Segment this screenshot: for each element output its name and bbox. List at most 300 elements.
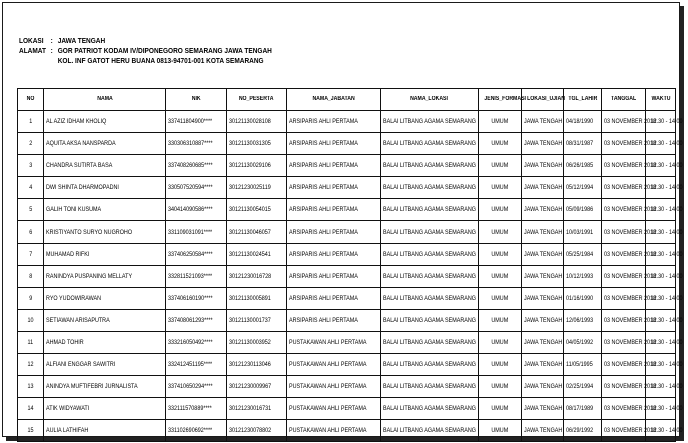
cell-tanggal (602, 243, 657, 265)
cell-text: JAWA TENGAH (524, 140, 563, 148)
cell-tanggal (602, 265, 657, 287)
cell-nama-lokasi (381, 287, 479, 309)
cell-tgl-lahir (564, 331, 602, 353)
column-header-label: NO (26, 96, 35, 102)
cell-text: JAWA TENGAH (524, 272, 563, 280)
cell-text: 340414090586**** (168, 206, 213, 214)
cell-text: 05/25/1984 (566, 250, 594, 258)
alamat-line-2: KOL. INF GATOT HERU BUANA 0813-94701-001 KOTA SEMARANG (57, 56, 264, 65)
cell-text: 03 NOVEMBER 2018 (604, 140, 657, 148)
cell-lokasi-ujian (522, 177, 564, 199)
table-row (18, 287, 676, 309)
table-row (18, 111, 676, 133)
cell-tgl-lahir (564, 199, 602, 221)
cell-text: UMUM (491, 361, 509, 369)
cell-text: 1 (28, 118, 33, 126)
column-header-waktu (646, 89, 676, 111)
cell-text: 332811521093**** (168, 272, 213, 280)
cell-nama-lokasi (381, 199, 479, 221)
cell-tanggal (602, 376, 657, 398)
cell-jenis-formasi (479, 243, 522, 265)
cell-jenis-formasi (479, 287, 522, 309)
cell-text: 7 (28, 250, 33, 258)
cell-tgl-lahir (564, 221, 602, 243)
cell-text: AL AZIZ IDHAM KHOLIQ (46, 118, 107, 126)
cell-text: PUSTAKAWAN AHLI PERTAMA (289, 338, 367, 346)
cell-text: ARSIPARIS AHLI PERTAMA (289, 206, 358, 214)
cell-jenis-formasi (479, 265, 522, 287)
cell-nik (166, 177, 227, 199)
cell-text: ARSIPARIS AHLI PERTAMA (289, 162, 358, 170)
cell-text: ARSIPARIS AHLI PERTAMA (289, 228, 358, 236)
cell-text: 05/09/1986 (566, 206, 594, 214)
cell-text: UMUM (491, 383, 509, 391)
cell-text: 05/12/1994 (566, 184, 594, 192)
cell-text: 30121230113046 (229, 361, 271, 369)
cell-text: 10/12/1993 (566, 272, 594, 280)
cell-nama (44, 309, 166, 331)
cell-text: 03 NOVEMBER 2018 (604, 250, 657, 258)
cell-tanggal (602, 221, 657, 243)
table-row (18, 398, 676, 420)
cell-nama-lokasi (381, 265, 479, 287)
cell-text: ATIK WIDYAWATI (46, 405, 90, 413)
table-body (18, 111, 683, 442)
cell-text: BALAI LITBANG AGAMA SEMARANG (383, 162, 477, 170)
cell-text: UMUM (491, 206, 509, 214)
cell-text: 30121130028108 (229, 118, 271, 126)
cell-no-peserta (227, 398, 287, 420)
cell-nama-lokasi (381, 243, 479, 265)
cell-tgl-lahir (564, 354, 602, 376)
cell-nama (44, 398, 166, 420)
cell-no-peserta (227, 111, 287, 133)
cell-text: 30121230009967 (229, 383, 272, 391)
cell-text: 30121130029106 (229, 162, 271, 170)
cell-lokasi-ujian (522, 287, 564, 309)
cell-tgl-lahir (564, 133, 602, 155)
cell-text: JAWA TENGAH (524, 316, 563, 324)
cell-text: 02/25/1994 (566, 383, 594, 391)
cell-text: BALAI LITBANG AGAMA SEMARANG (383, 272, 477, 280)
cell-jenis-formasi (479, 398, 522, 420)
cell-text: 12.30 - 14.00 (650, 228, 683, 236)
cell-no (18, 199, 44, 221)
cell-nama (44, 111, 166, 133)
cell-text: 14 (27, 405, 34, 413)
cell-nama (44, 243, 166, 265)
cell-text: JAWA TENGAH (524, 361, 563, 369)
cell-text: ARSIPARIS AHLI PERTAMA (289, 316, 358, 324)
cell-waktu (646, 354, 683, 376)
cell-text: 10/03/1991 (566, 228, 594, 236)
cell-no-peserta (227, 420, 287, 442)
cell-text: BALAI LITBANG AGAMA SEMARANG (383, 361, 477, 369)
cell-nama (44, 420, 166, 442)
cell-text: UMUM (491, 272, 509, 280)
cell-text: 30121130031305 (229, 140, 271, 148)
cell-lokasi-ujian (522, 331, 564, 353)
column-header-no-peserta (227, 89, 287, 111)
column-header-no (18, 89, 44, 111)
cell-lokasi-ujian (522, 376, 564, 398)
cell-text: 12.30 - 14.00 (650, 338, 683, 346)
cell-no-peserta (227, 309, 287, 331)
participant-table-wrapper (17, 88, 683, 442)
cell-no-peserta (227, 354, 287, 376)
cell-no (18, 331, 44, 353)
cell-jenis-formasi (479, 331, 522, 353)
cell-no (18, 133, 44, 155)
cell-no-peserta (227, 243, 287, 265)
table-row (18, 243, 676, 265)
cell-no (18, 111, 44, 133)
cell-no (18, 221, 44, 243)
cell-nama (44, 354, 166, 376)
cell-nama-lokasi (381, 221, 479, 243)
cell-text: UMUM (491, 338, 509, 346)
column-header-lokasi-ujian (522, 89, 564, 111)
cell-text: 332412451195**** (168, 361, 213, 369)
alamat-separator: : (50, 46, 53, 55)
cell-text: 4 (28, 184, 33, 192)
cell-nama-jabatan (287, 287, 381, 309)
cell-tgl-lahir (564, 177, 602, 199)
cell-nama-lokasi (381, 398, 479, 420)
cell-nama-jabatan (287, 199, 381, 221)
cell-tgl-lahir (564, 398, 602, 420)
cell-text: CHANDRA SUTIRTA BASA (46, 162, 113, 170)
cell-jenis-formasi (479, 133, 522, 155)
cell-text: ARSIPARIS AHLI PERTAMA (289, 272, 358, 280)
cell-text: 04/18/1990 (566, 118, 594, 126)
cell-nama-lokasi (381, 354, 479, 376)
cell-text: 03 NOVEMBER 2018 (604, 272, 657, 280)
alamat-line-1: GOR PATRIOT KODAM IV/DIPONEGORO SEMARANG JAWA TENGAH (57, 46, 272, 55)
cell-nik (166, 199, 227, 221)
column-header-label: NAMA_LOKASI (410, 96, 449, 102)
cell-nik (166, 309, 227, 331)
cell-text: JAWA TENGAH (524, 338, 563, 346)
cell-text: GALIH TONI KUSUMA (46, 206, 102, 214)
cell-text: UMUM (491, 228, 509, 236)
cell-text: BALAI LITBANG AGAMA SEMARANG (383, 316, 477, 324)
participant-table (17, 88, 683, 442)
cell-lokasi-ujian (522, 155, 564, 177)
cell-nama (44, 265, 166, 287)
cell-tanggal (602, 155, 657, 177)
cell-nama-jabatan (287, 354, 381, 376)
cell-nama-jabatan (287, 155, 381, 177)
cell-no (18, 354, 44, 376)
cell-waktu (646, 331, 683, 353)
cell-text: JAWA TENGAH (524, 250, 563, 258)
cell-text: UMUM (491, 184, 509, 192)
cell-tanggal (602, 133, 657, 155)
cell-no-peserta (227, 331, 287, 353)
cell-nama (44, 199, 166, 221)
cell-text: 11/05/1995 (566, 361, 593, 369)
cell-text: 332111570889**** (168, 405, 212, 413)
cell-text: 30121230016728 (229, 272, 272, 280)
table-row (18, 420, 676, 442)
cell-text: 337408260685**** (168, 162, 213, 170)
column-header-label: NIK (191, 96, 201, 102)
cell-text: 30121130054015 (229, 206, 271, 214)
table-row (18, 376, 676, 398)
cell-text: 2 (28, 140, 33, 148)
cell-text: 337408061293**** (168, 316, 213, 324)
cell-text: 30121230078802 (229, 427, 272, 435)
cell-no (18, 155, 44, 177)
cell-tgl-lahir (564, 111, 602, 133)
cell-nama-jabatan (287, 331, 381, 353)
cell-lokasi-ujian (522, 133, 564, 155)
cell-jenis-formasi (479, 221, 522, 243)
cell-text: BALAI LITBANG AGAMA SEMARANG (383, 118, 477, 126)
cell-text: 12.30 - 14.00 (650, 184, 683, 192)
cell-nama-jabatan (287, 221, 381, 243)
cell-nik (166, 265, 227, 287)
column-header-nama (44, 89, 166, 111)
cell-nama-jabatan (287, 376, 381, 398)
cell-nama (44, 331, 166, 353)
cell-text: 03 NOVEMBER 2018 (604, 184, 657, 192)
cell-text: 04/05/1992 (566, 338, 594, 346)
cell-text: 331102690692**** (168, 427, 213, 435)
cell-text: 03 NOVEMBER 2018 (604, 427, 657, 435)
cell-text: 337406160190**** (168, 294, 213, 302)
cell-nama-jabatan (287, 243, 381, 265)
cell-text: 13 (27, 383, 34, 391)
cell-text: 03 NOVEMBER 2018 (604, 338, 657, 346)
cell-text: 12.30 - 14.00 (650, 405, 683, 413)
cell-nama-lokasi (381, 133, 479, 155)
cell-text: 12.30 - 14.00 (650, 250, 683, 258)
cell-text: 337406250584**** (168, 250, 213, 258)
cell-text: BALAI LITBANG AGAMA SEMARANG (383, 338, 477, 346)
cell-text: BALAI LITBANG AGAMA SEMARANG (383, 405, 477, 413)
cell-text: BALAI LITBANG AGAMA SEMARANG (383, 140, 477, 148)
cell-text: 12.30 - 14.00 (650, 162, 683, 170)
cell-text: 3 (28, 162, 33, 170)
cell-nik (166, 354, 227, 376)
cell-text: 03 NOVEMBER 2018 (604, 228, 657, 236)
cell-text: ANINDYA MUFTIFEBRI JURNALISTA (46, 383, 138, 391)
cell-nama-jabatan (287, 309, 381, 331)
cell-lokasi-ujian (522, 309, 564, 331)
cell-nama (44, 287, 166, 309)
cell-lokasi-ujian (522, 199, 564, 221)
cell-text: JAWA TENGAH (524, 228, 563, 236)
cell-text: JAWA TENGAH (524, 184, 563, 192)
cell-waktu (646, 287, 683, 309)
cell-lokasi-ujian (522, 111, 564, 133)
cell-no (18, 287, 44, 309)
cell-no (18, 265, 44, 287)
document-page (2, 2, 683, 437)
cell-text: BALAI LITBANG AGAMA SEMARANG (383, 206, 477, 214)
cell-text: 6 (28, 228, 33, 236)
cell-text: BALAI LITBANG AGAMA SEMARANG (383, 228, 477, 236)
cell-text: UMUM (491, 405, 509, 413)
cell-text: 12.30 - 14.00 (650, 118, 683, 126)
cell-text: ARSIPARIS AHLI PERTAMA (289, 118, 358, 126)
cell-tgl-lahir (564, 155, 602, 177)
cell-no (18, 420, 44, 442)
cell-nik (166, 376, 227, 398)
cell-text: 330306310887**** (168, 140, 213, 148)
cell-no (18, 177, 44, 199)
cell-waktu (646, 221, 683, 243)
cell-text: 12.30 - 14.00 (650, 140, 683, 148)
table-header-row (18, 89, 676, 111)
cell-text: DWI SHINTA DHARMOPADNI (46, 184, 119, 192)
cell-waktu (646, 177, 683, 199)
cell-text: 03 NOVEMBER 2018 (604, 405, 657, 413)
column-header-label: WAKTU (651, 96, 670, 102)
cell-text: AULIA LATHIFAH (46, 427, 89, 435)
cell-text: PUSTAKAWAN AHLI PERTAMA (289, 361, 367, 369)
cell-tanggal (602, 177, 657, 199)
document-header (19, 36, 582, 66)
cell-tanggal (602, 398, 657, 420)
table-row (18, 265, 676, 287)
cell-text: 08/31/1987 (566, 140, 594, 148)
table-row (18, 354, 676, 376)
cell-text: 12/06/1993 (566, 316, 594, 324)
cell-no-peserta (227, 221, 287, 243)
cell-text: 03 NOVEMBER 2018 (604, 206, 657, 214)
cell-nik (166, 331, 227, 353)
cell-text: RYO YUDOWIRAWAN (46, 294, 102, 302)
cell-waktu (646, 420, 683, 442)
cell-text: UMUM (491, 250, 509, 258)
cell-text: 330507520594**** (168, 184, 213, 192)
cell-text: PUSTAKAWAN AHLI PERTAMA (289, 427, 367, 435)
cell-no (18, 243, 44, 265)
cell-text: 15 (27, 427, 34, 435)
cell-text: BALAI LITBANG AGAMA SEMARANG (383, 250, 477, 258)
cell-text: 331109031091**** (168, 228, 213, 236)
cell-waktu (646, 199, 683, 221)
column-header-jenis-formasi (479, 89, 526, 111)
cell-tanggal (602, 420, 657, 442)
cell-nama-jabatan (287, 133, 381, 155)
cell-waktu (646, 243, 683, 265)
cell-text: BALAI LITBANG AGAMA SEMARANG (383, 184, 477, 192)
cell-tanggal (602, 111, 657, 133)
cell-tanggal (602, 331, 657, 353)
column-header-label: NAMA (96, 96, 113, 102)
cell-text: 03 NOVEMBER 2018 (604, 383, 657, 391)
cell-nama-lokasi (381, 331, 479, 353)
cell-no (18, 398, 44, 420)
cell-text: UMUM (491, 294, 509, 302)
cell-jenis-formasi (479, 309, 522, 331)
cell-text: UMUM (491, 427, 509, 435)
alamat-row-2 (19, 56, 582, 66)
table-row (18, 309, 676, 331)
cell-lokasi-ujian (522, 221, 564, 243)
cell-text: KRISTIYANTO SURYO NUGROHO (46, 228, 133, 236)
cell-nama (44, 155, 166, 177)
cell-nama-jabatan (287, 398, 381, 420)
cell-text: ARSIPARIS AHLI PERTAMA (289, 140, 358, 148)
cell-nama-lokasi (381, 177, 479, 199)
cell-jenis-formasi (479, 199, 522, 221)
cell-text: JAWA TENGAH (524, 294, 563, 302)
cell-tgl-lahir (564, 420, 602, 442)
cell-tgl-lahir (564, 309, 602, 331)
cell-text: ARSIPARIS AHLI PERTAMA (289, 250, 358, 258)
cell-nama-lokasi (381, 111, 479, 133)
cell-text: 08/17/1989 (566, 405, 594, 413)
table-row (18, 331, 676, 353)
cell-text: 12.30 - 14.00 (650, 316, 683, 324)
cell-waktu (646, 309, 683, 331)
cell-tgl-lahir (564, 287, 602, 309)
cell-text: JAWA TENGAH (524, 427, 563, 435)
cell-text: PUSTAKAWAN AHLI PERTAMA (289, 383, 367, 391)
cell-text: 5 (28, 206, 33, 214)
cell-nama-lokasi (381, 376, 479, 398)
cell-waktu (646, 155, 683, 177)
table-row (18, 221, 676, 243)
cell-jenis-formasi (479, 420, 522, 442)
column-header-label: TANGGAL (610, 96, 637, 102)
cell-text: 12.30 - 14.00 (650, 427, 683, 435)
cell-text: 03 NOVEMBER 2018 (604, 316, 657, 324)
cell-no-peserta (227, 199, 287, 221)
cell-nik (166, 111, 227, 133)
column-header-label: NAMA_JABATAN (312, 96, 355, 102)
column-header-label: TGL_LAHIR (568, 96, 598, 102)
cell-waktu (646, 265, 683, 287)
alamat-label: ALAMAT (19, 46, 46, 55)
cell-nik (166, 420, 227, 442)
cell-text: AHMAD TOHIR (46, 338, 84, 346)
cell-text: 30121130024541 (229, 250, 271, 258)
cell-lokasi-ujian (522, 420, 564, 442)
cell-no-peserta (227, 265, 287, 287)
cell-no-peserta (227, 155, 287, 177)
cell-text: SETIAWAN ARISAPUTRA (46, 316, 110, 324)
cell-text: 30121230016731 (229, 405, 272, 413)
cell-text: 12.30 - 14.00 (650, 206, 683, 214)
cell-jenis-formasi (479, 177, 522, 199)
cell-text: 30121230025119 (229, 184, 271, 192)
cell-text: BALAI LITBANG AGAMA SEMARANG (383, 427, 477, 435)
lokasi-separator: : (50, 36, 53, 45)
cell-waktu (646, 111, 683, 133)
cell-jenis-formasi (479, 155, 522, 177)
column-header-label: LOKASI_UJIAN (527, 96, 565, 102)
cell-text: ARSIPARIS AHLI PERTAMA (289, 184, 358, 192)
table-row (18, 177, 676, 199)
cell-no (18, 309, 44, 331)
cell-waktu (646, 133, 683, 155)
cell-nik (166, 398, 227, 420)
cell-text: 12 (27, 361, 34, 369)
cell-lokasi-ujian (522, 354, 564, 376)
cell-text: 12.30 - 14.00 (650, 294, 683, 302)
cell-nama (44, 133, 166, 155)
cell-text: 30121130001737 (229, 316, 271, 324)
cell-text: 8 (28, 272, 33, 280)
cell-tanggal (602, 199, 657, 221)
cell-text: UMUM (491, 162, 509, 170)
